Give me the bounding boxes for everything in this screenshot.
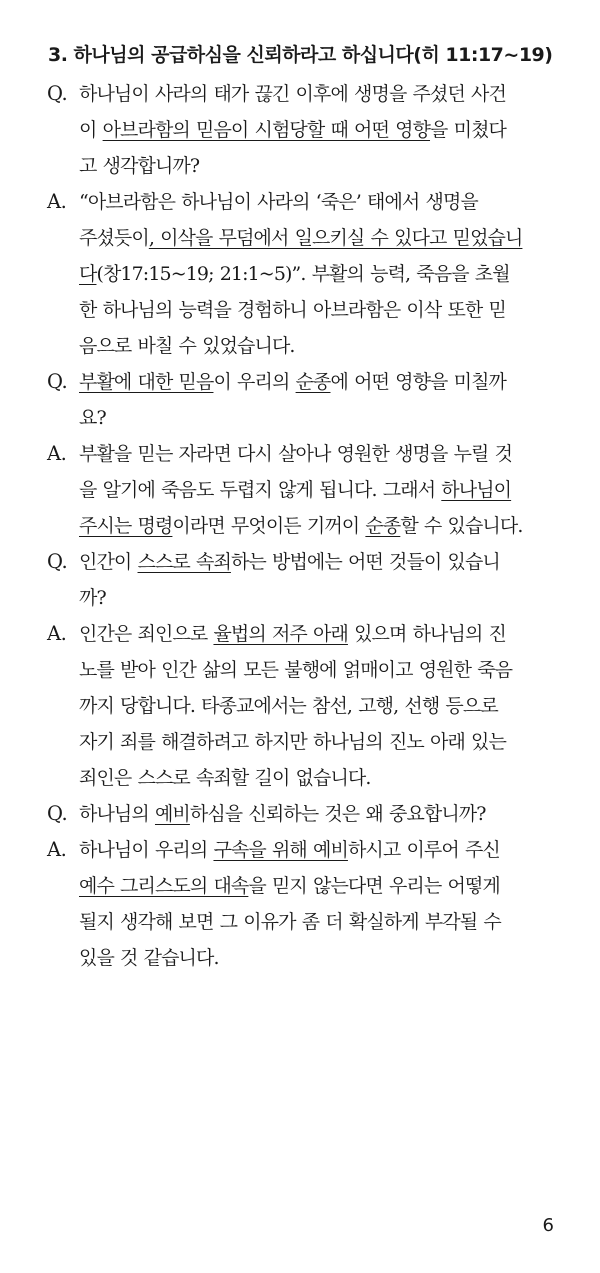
question-marker: Q. xyxy=(47,802,68,825)
text-line xyxy=(79,724,567,760)
text-segment: 하는 방법에는 어떤 것들이 있습니 xyxy=(230,551,500,573)
text-segment: 까지 당합니다. 타종교에서는 참선, 고행, 선행 등으로 xyxy=(79,695,498,717)
text-line xyxy=(79,148,567,184)
text-line xyxy=(79,508,567,544)
text-line xyxy=(79,328,567,364)
text-line xyxy=(79,868,567,904)
underlined-phrase: 부활에 대한 믿음 xyxy=(79,371,214,393)
text-line xyxy=(79,76,567,112)
answer-text xyxy=(79,436,567,544)
underlined-phrase: 순종 xyxy=(365,515,401,537)
text-line xyxy=(79,652,567,688)
text-segment: 하나님의 xyxy=(79,803,155,825)
question-text xyxy=(79,796,567,832)
text-line xyxy=(79,364,567,400)
question-item xyxy=(47,796,567,832)
text-segment: 한 하나님의 능력을 경험하니 아브라함은 이삭 또한 믿 xyxy=(79,299,506,321)
underlined-phrase: 순종 xyxy=(295,371,331,393)
question-text xyxy=(79,364,567,436)
underlined-phrase: 예비 xyxy=(154,803,190,825)
text-segment: 하나님이 사라의 태가 끊긴 이후에 생명을 주셨던 사건 xyxy=(79,83,506,105)
text-segment: 이라면 무엇이든 기꺼이 xyxy=(172,515,366,537)
text-segment: 자기 죄를 해결하려고 하지만 하나님의 진노 아래 있는 xyxy=(79,731,506,753)
page-number: 6 xyxy=(542,1215,554,1236)
question-text xyxy=(79,544,567,616)
underlined-phrase: 아브라함의 믿음이 시험당할 때 어떤 영향 xyxy=(102,119,431,141)
qa-list xyxy=(47,76,567,976)
text-segment: 을 미쳤다 xyxy=(430,119,506,141)
underlined-phrase: , 이삭을 무덤에서 일으키실 수 있다고 믿었습니 xyxy=(148,227,523,249)
underlined-phrase: 구속을 위해 예비 xyxy=(213,839,348,861)
answer-item xyxy=(47,184,567,364)
text-line xyxy=(79,616,567,652)
question-item xyxy=(47,364,567,436)
question-item xyxy=(47,76,567,184)
text-segment: 부활을 믿는 자라면 다시 살아나 영원한 생명을 누릴 것 xyxy=(79,443,513,465)
text-line xyxy=(79,940,567,976)
text-line xyxy=(79,832,567,868)
text-segment: (창17:15~19; 21:1~5)”. 부활의 능력, 죽음을 초월 xyxy=(96,263,510,285)
text-line xyxy=(79,544,567,580)
text-segment: 하시고 이루어 주신 xyxy=(347,839,500,861)
text-line xyxy=(79,796,567,832)
answer-marker: A. xyxy=(47,622,67,645)
underlined-phrase: 스스로 속죄 xyxy=(137,551,231,573)
text-line xyxy=(79,112,567,148)
text-segment: 이 xyxy=(79,119,103,141)
text-line xyxy=(79,580,567,616)
text-line xyxy=(79,184,567,220)
text-segment: 을 믿지 않는다면 우리는 어떻게 xyxy=(248,875,500,897)
text-segment: 할 수 있습니다. xyxy=(400,515,523,537)
text-segment: 인간이 xyxy=(79,551,138,573)
text-segment: 이 우리의 xyxy=(213,371,296,393)
underlined-phrase: 주시는 명령 xyxy=(79,515,173,537)
text-segment: 요? xyxy=(79,407,106,429)
question-marker: Q. xyxy=(47,82,68,105)
text-segment: 까? xyxy=(79,587,106,609)
answer-text xyxy=(79,184,567,364)
text-line xyxy=(79,904,567,940)
text-segment: 에 어떤 영향을 미칠까 xyxy=(330,371,507,393)
question-text xyxy=(79,76,567,184)
text-segment: 인간은 죄인으로 xyxy=(79,623,214,645)
text-line xyxy=(79,760,567,796)
text-line xyxy=(79,256,567,292)
text-line xyxy=(79,400,567,436)
text-segment: 을 알기에 죽음도 두렵지 않게 됩니다. 그래서 xyxy=(79,479,442,501)
text-segment: “아브라함은 하나님이 사라의 ‘죽은’ 태에서 생명을 xyxy=(79,191,478,213)
section-heading: 3. 하나님의 공급하심을 신뢰하라고 하십니다(히 11:17~19) xyxy=(48,44,553,66)
text-segment: 노를 받아 인간 삶의 모든 불행에 얽매이고 영원한 죽음 xyxy=(79,659,513,681)
text-segment: 하나님이 우리의 xyxy=(79,839,214,861)
answer-text xyxy=(79,616,567,796)
text-segment: 고 생각합니까? xyxy=(79,155,200,177)
text-line xyxy=(79,472,567,508)
text-segment: 있으며 하나님의 진 xyxy=(347,623,506,645)
answer-text xyxy=(79,832,567,976)
text-segment: 하심을 신뢰하는 것은 왜 중요합니까? xyxy=(189,803,486,825)
underlined-phrase: 하나님이 xyxy=(441,479,512,501)
underlined-phrase: 율법의 저주 아래 xyxy=(213,623,348,645)
answer-item xyxy=(47,436,567,544)
underlined-phrase: 예수 그리스도의 대속 xyxy=(79,875,249,897)
answer-marker: A. xyxy=(47,442,67,465)
underlined-phrase: 다 xyxy=(79,263,97,285)
question-item xyxy=(47,544,567,616)
text-segment: 있을 것 같습니다. xyxy=(79,947,219,969)
answer-item xyxy=(47,832,567,976)
question-marker: Q. xyxy=(47,550,68,573)
answer-marker: A. xyxy=(47,190,67,213)
text-segment: 죄인은 스스로 속죄할 길이 없습니다. xyxy=(79,767,371,789)
text-line xyxy=(79,220,567,256)
text-line xyxy=(79,688,567,724)
text-segment: 음으로 바칠 수 있었습니다. xyxy=(79,335,295,357)
text-segment: 될지 생각해 보면 그 이유가 좀 더 확실하게 부각될 수 xyxy=(79,911,501,933)
question-marker: Q. xyxy=(47,370,68,393)
answer-marker: A. xyxy=(47,838,67,861)
text-line xyxy=(79,436,567,472)
text-line xyxy=(79,292,567,328)
text-segment: 주셨듯이 xyxy=(79,227,149,249)
answer-item xyxy=(47,616,567,796)
